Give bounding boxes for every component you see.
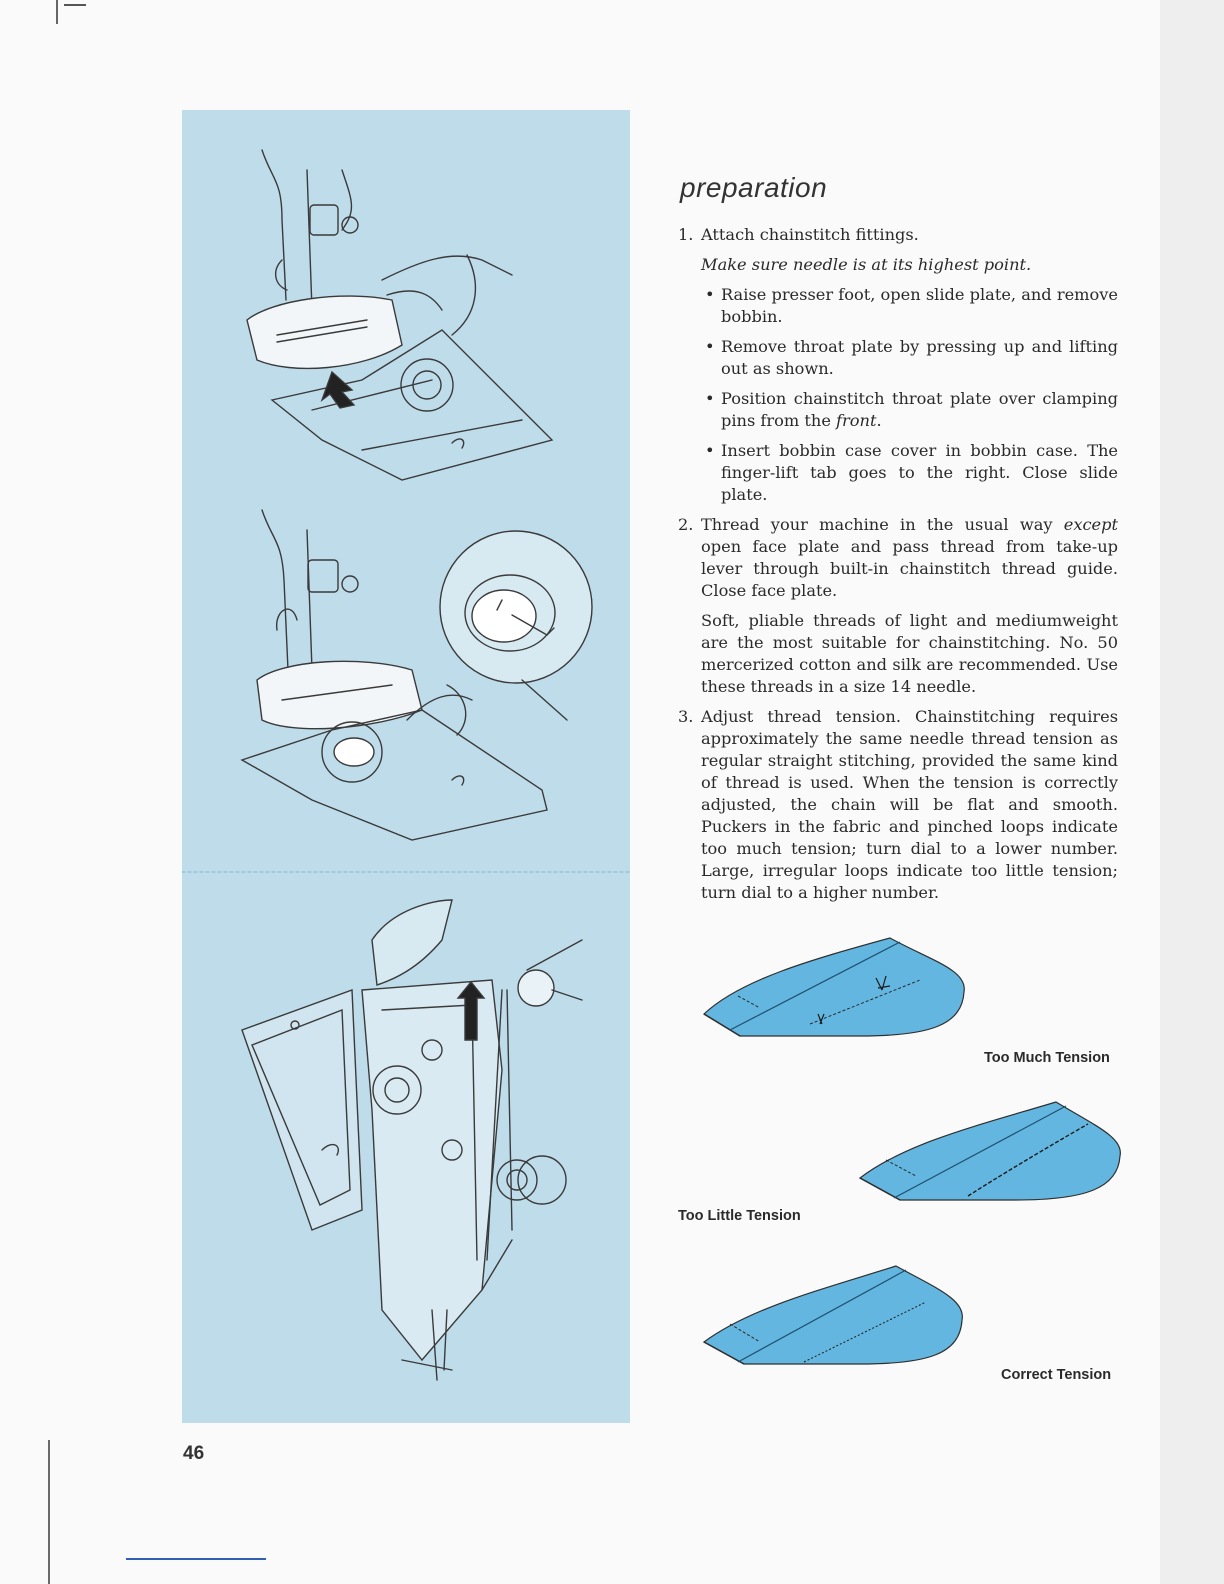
- bullet-text: Position chainstitch throat plate over clamping pins from the: [721, 389, 1118, 430]
- bullet-item: [701, 388, 1118, 432]
- bullet-text: Raise presser foot, open slide plate, and remove bobbin.: [721, 285, 1118, 326]
- step-1-note: Make sure needle is at its highest point.: [701, 255, 1032, 274]
- bullet-emphasis: front: [836, 411, 877, 430]
- step-2: [678, 514, 1118, 602]
- step-1: [678, 224, 1118, 246]
- caption-too-much-tension: Too Much Tension: [984, 1050, 1110, 1066]
- crop-mark: [56, 0, 58, 24]
- step-emphasis: except: [1063, 515, 1118, 534]
- page-number: 46: [183, 1443, 205, 1464]
- fabric-too-much-tension: [700, 930, 970, 1042]
- step-2-note: Soft, pliable threads of light and mediumweight are the most suitable for chainstitching. No. 50 mercerized cotton and silk are recommended. Use these threads in a size 14 needle.: [701, 611, 1118, 696]
- step-3: [678, 706, 1118, 904]
- step-text: Adjust thread tension. Chainstitching requires approximately the same needle thread tension as regular straight stitching, provided the same kind of thread is used. When the tension is correctly adjusted, the chain will be flat and smooth. Puckers in the fabric and pinched loops indicate too much tension; turn dial to a lower number. Large, irregular loops indicate too little tension; turn dial to a higher number.: [701, 707, 1118, 902]
- bullet-icon: •: [705, 389, 715, 408]
- section-heading: preparation: [680, 172, 828, 203]
- fabric-correct-tension: [700, 1258, 968, 1370]
- binding-edge: [48, 1440, 50, 1584]
- step-text-end: open face plate and pass thread from take-up lever through built-in chainstitch thread guide. Close face plate.: [701, 537, 1118, 600]
- figure-thread-guide: [242, 900, 582, 1380]
- machine-illustrations: [182, 110, 630, 1423]
- fabric-too-little-tension: [856, 1098, 1124, 1202]
- step-number: 2.: [678, 515, 694, 534]
- crop-mark: [64, 4, 86, 6]
- caption-too-little-tension: Too Little Tension: [678, 1208, 801, 1224]
- figure-insert-bobbin-cover: [242, 510, 592, 840]
- bullet-text: Remove throat plate by pressing up and lifting out as shown.: [721, 337, 1118, 378]
- bullet-text-end: .: [876, 411, 882, 430]
- step-number: 1.: [678, 225, 694, 244]
- step-text: Thread your machine in the usual way: [701, 515, 1064, 534]
- scan-artifact-line: [126, 1558, 266, 1560]
- bullet-icon: •: [705, 285, 715, 304]
- instructions: [678, 224, 1118, 912]
- illustration-panel: [182, 110, 630, 1423]
- caption-correct-tension: Correct Tension: [1001, 1367, 1112, 1383]
- bullet-icon: •: [705, 337, 715, 356]
- step-number: 3.: [678, 707, 694, 726]
- step-text: Attach chainstitch fittings.: [701, 225, 919, 244]
- figure-remove-throat-plate: [247, 150, 552, 480]
- bullet-text: Insert bobbin case cover in bobbin case. The finger-lift tab goes to the right. Close slide plate.: [721, 441, 1118, 504]
- bullet-item: [701, 284, 1118, 328]
- bullet-item: [701, 440, 1118, 506]
- page-edge-shade: [1160, 0, 1224, 1584]
- bullet-item: [701, 336, 1118, 380]
- bullet-icon: •: [705, 441, 715, 460]
